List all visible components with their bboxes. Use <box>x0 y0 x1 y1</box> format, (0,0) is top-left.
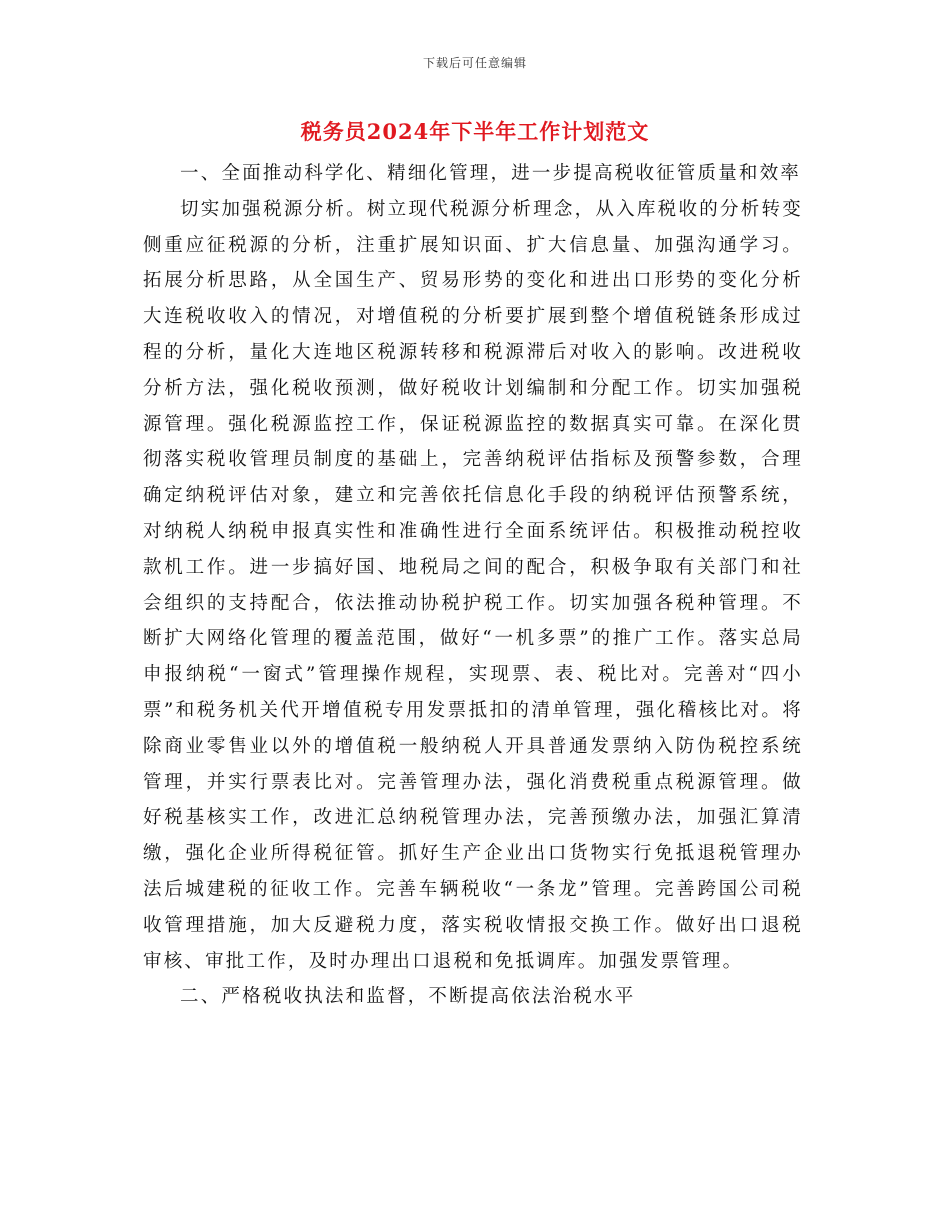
header-note: 下载后可任意编辑 <box>422 56 527 70</box>
document-body <box>143 156 803 1015</box>
document-title: 税务员2024年下半年工作计划范文 <box>300 119 650 144</box>
section-1-paragraph: 切实加强税源分析。树立现代税源分析理念，从入库税收的分析转变侧重应征税源的分析，注重扩展知识面、扩大信息量、加强沟通学习。拓展分析思路，从全国生产、贸易形势的变化和进出口形势的变化分析大连税收收入的情况，对增值税的分析要扩展到整个增值税链条形成过程的分析，量化大连地区税源转移和税源滞后对收入的影响。改进税收分析方法，强化税收预测，做好税收计划编制和分配工作。切实加强税源管理。强化税源监控工作，保证税源监控的数据真实可靠。在深化贯彻落实税收管理员制度的基础上，完善纳税评估指标及预警参数，合理确定纳税评估对象，建立和完善依托信息化手段的纳税评估预警系统，对纳税人纳税申报真实性和准确性进行全面系统评估。积极推动税控收款机工作。进一步搞好国、地税局之间的配合，积极争取有关部门和社会组织的支持配合，依法推动协税护税工作。切实加强各税种管理。不断扩大网络化管理的覆盖范围，做好“一机多票”的推广工作。落实总局申报纳税“一窗式”管理操作规程，实现票、表、税比对。完善对“四小票”和税务机关代开增值税专用发票抵扣的清单管理，强化稽核比对。将除商业零售业以外的增值税一般纳税人开具普通发票纳入防伪税控系统管理，并实行票表比对。完善管理办法，强化消费税重点税源管理。做好税基核实工作，改进汇总纳税管理办法，完善预缴办法，加强汇算清缴，强化企业所得税征管。抓好生产企业出口货物实行免抵退税管理办法后城建税的征收工作。完善车辆税收“一条龙”管理。完善跨国公司税收管理措施，加大反避税力度，落实税收情报交换工作。做好出口退税审核、审批工作，及时办理出口退税和免抵调库。加强发票管理。 <box>143 198 803 972</box>
section-1-heading: 一、全面推动科学化、精细化管理，进一步提高税收征管质量和效率 <box>180 163 802 184</box>
section-2-heading: 二、严格税收执法和监督，不断提高依法治税水平 <box>180 986 636 1008</box>
